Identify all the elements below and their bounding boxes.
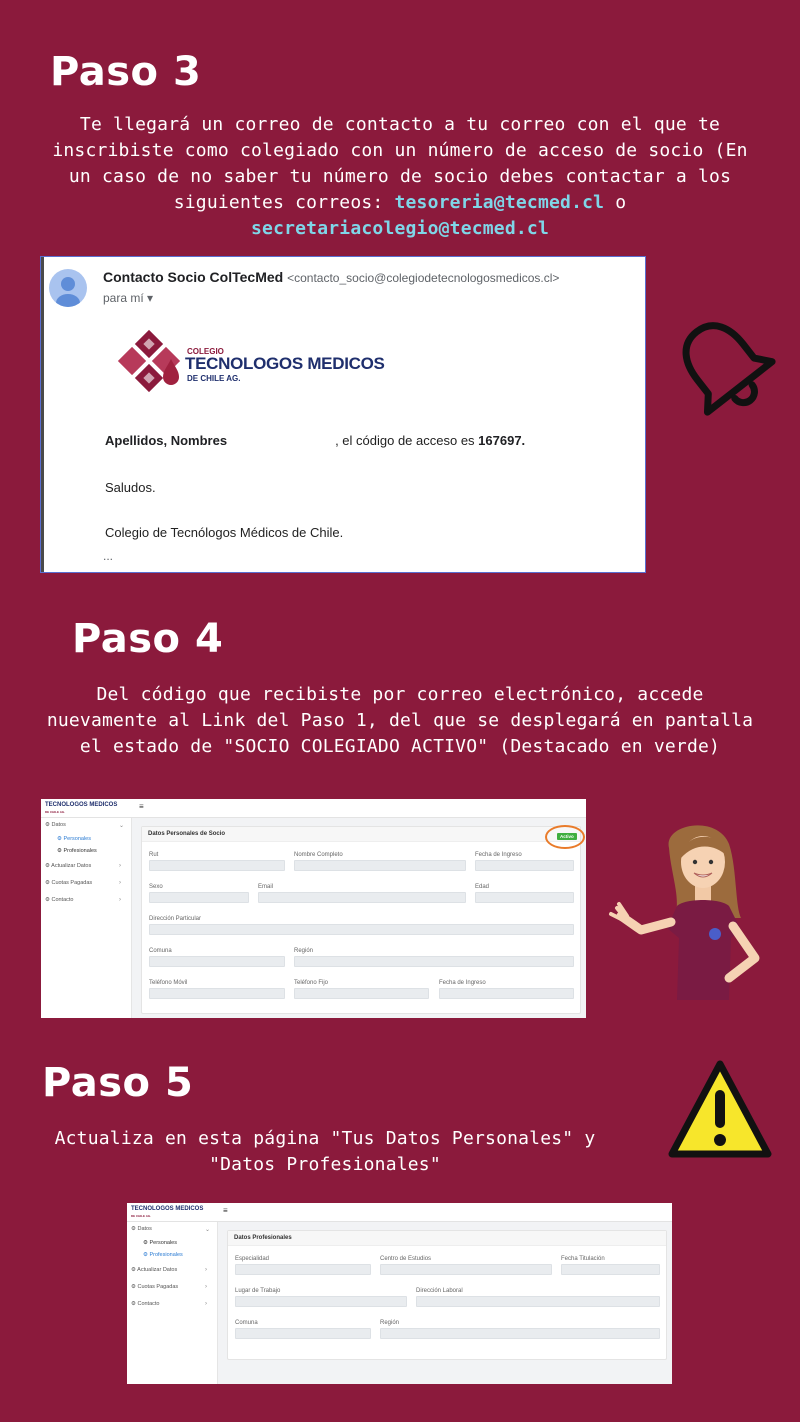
- label-direccion-laboral: Dirección Laboral: [416, 1288, 463, 1294]
- connector-text: o: [604, 192, 627, 213]
- region-field[interactable]: [294, 956, 574, 967]
- sidebar-item-personales[interactable]: ⚙ Personales: [143, 1240, 177, 1246]
- brand-logo: [131, 1206, 203, 1220]
- highlight-circle: [545, 825, 585, 849]
- sidebar-label: Personales: [149, 1240, 177, 1246]
- brand-name: TECNOLOGOS MEDICOS: [45, 802, 118, 808]
- step4-title: Paso 4: [72, 616, 224, 662]
- sender-name: Contacto Socio ColTecMed: [103, 269, 284, 285]
- divider: [41, 257, 44, 572]
- chevron-down-icon: ⌄: [205, 1227, 211, 1233]
- nombre-field[interactable]: [294, 860, 466, 871]
- woman-illustration-icon: [605, 818, 775, 1006]
- label-fecha-ingreso: Fecha de Ingreso: [475, 852, 522, 858]
- sidebar-label: Cuotas Pagadas: [51, 880, 93, 886]
- greeting-text: , el código de acceso es: [335, 433, 479, 448]
- sidebar-item-profesionales[interactable]: ⚙ Profesionales: [143, 1252, 183, 1258]
- email-closing: Saludos.: [105, 480, 156, 495]
- logo-text-bottom: DE CHILE AG.: [187, 374, 241, 383]
- panel-title: Datos Personales de Socio: [148, 831, 226, 837]
- chevron-down-icon: ⌄: [119, 823, 125, 829]
- label-comuna: Comuna: [149, 948, 172, 954]
- label-edad: Edad: [475, 884, 490, 890]
- sidebar-item-cuotas[interactable]: ⚙ Cuotas Pagadas: [45, 880, 93, 886]
- label-especialidad: Especialidad: [235, 1256, 270, 1262]
- label-region: Región: [380, 1320, 400, 1326]
- step3-description: [40, 112, 760, 242]
- email-recipient[interactable]: para mí ▾: [103, 291, 154, 305]
- centro-field[interactable]: [380, 1264, 552, 1275]
- label-fecha-ingreso-2: Fecha de Ingreso: [439, 980, 486, 986]
- logo-emblem-icon: [113, 325, 185, 397]
- access-code: 167697.: [478, 433, 526, 448]
- sidebar: [127, 1222, 218, 1384]
- email-signature: Colegio de Tecnólogos Médicos de Chile.: [105, 525, 344, 540]
- sidebar-label: Actualizar Datos: [137, 1267, 178, 1273]
- step4-description: Del código que recibiste por correo electrónico, accede nuevamente al Link del Paso 1, del que se desplegará en pantalla el estado de "SOCIO COLEGIADO ACTIVO" (Destacado en verde): [46, 684, 754, 757]
- label-email: Email: [258, 884, 274, 890]
- sexo-field[interactable]: [149, 892, 249, 903]
- label-centro: Centro de Estudios: [380, 1256, 432, 1262]
- menu-icon[interactable]: ≡: [139, 802, 144, 811]
- brand-sub: DE CHILE AG.: [45, 810, 66, 814]
- sidebar-item-contacto[interactable]: ⚙ Contacto: [45, 897, 74, 903]
- sidebar-item-cuotas[interactable]: ⚙ Cuotas Pagadas: [131, 1284, 179, 1290]
- status-badge: Activo: [557, 833, 577, 840]
- sidebar-label: Personales: [63, 836, 91, 842]
- sender-address: <contacto_socio@colegiodetecnologosmedicos.cl>: [287, 271, 560, 285]
- label-region: Región: [294, 948, 314, 954]
- lugar-field[interactable]: [235, 1296, 407, 1307]
- email-link-secretaria[interactable]: secretariacolegio@tecmed.cl: [251, 218, 549, 239]
- comuna-field[interactable]: [235, 1328, 371, 1339]
- sidebar-label: Cuotas Pagadas: [137, 1284, 179, 1290]
- avatar-icon: [49, 269, 87, 307]
- greeting-name: Apellidos, Nombres: [105, 433, 228, 448]
- warning-icon: [666, 1058, 774, 1162]
- email-link-tesoreria[interactable]: tesoreria@tecmed.cl: [394, 192, 605, 213]
- label-movil: Teléfono Móvil: [149, 980, 188, 986]
- label-fecha-titulacion: Fecha Titulación: [561, 1256, 605, 1262]
- sidebar: [41, 818, 132, 1018]
- sidebar-item-profesionales[interactable]: ⚙ Profesionales: [57, 848, 97, 854]
- dashboard-personal-screenshot: [41, 799, 586, 1018]
- chevron-right-icon: ›: [119, 880, 121, 886]
- label-fijo: Teléfono Fijo: [294, 980, 329, 986]
- email-body-line: [105, 433, 525, 448]
- sidebar-label: Contacto: [137, 1301, 160, 1307]
- edad-field[interactable]: [475, 892, 574, 903]
- sidebar-item-personales[interactable]: ⚙ Personales: [57, 836, 91, 842]
- sidebar-label: Datos: [51, 822, 66, 828]
- topbar: [41, 799, 586, 818]
- label-direccion: Dirección Particular: [149, 916, 202, 922]
- chevron-right-icon: ›: [205, 1301, 207, 1307]
- bell-icon: [660, 308, 790, 428]
- trimmed-content[interactable]: ...: [103, 549, 114, 563]
- sidebar-label: Actualizar Datos: [51, 863, 92, 869]
- chevron-right-icon: ›: [119, 863, 121, 869]
- logo-text-main: TECNOLOGOS MEDICOS: [185, 354, 385, 373]
- professional-data-panel: [227, 1230, 667, 1360]
- fecha-ingreso-field[interactable]: [475, 860, 574, 871]
- sidebar-item-datos[interactable]: ⚙ Datos: [45, 822, 66, 828]
- sidebar-label: Profesionales: [63, 848, 97, 854]
- dashboard-professional-screenshot: [127, 1203, 672, 1384]
- step5-title: Paso 5: [42, 1060, 194, 1106]
- personal-data-panel: [141, 826, 581, 1014]
- brand-name: TECNOLOGOS MEDICOS: [131, 1206, 204, 1212]
- coltecmed-logo: [113, 321, 385, 401]
- fijo-field[interactable]: [294, 988, 429, 999]
- label-nombre: Nombre Completo: [294, 852, 343, 858]
- step5-description: Actualiza en esta página "Tus Datos Personales" y "Datos Profesionales": [54, 1128, 596, 1175]
- panel-header: [228, 1231, 666, 1246]
- region-field[interactable]: [380, 1328, 660, 1339]
- fecha-ingreso-field-2[interactable]: [439, 988, 574, 999]
- label-comuna: Comuna: [235, 1320, 258, 1326]
- sidebar-label: Contacto: [51, 897, 74, 903]
- sidebar-label: Profesionales: [149, 1252, 183, 1258]
- direccion-laboral-field[interactable]: [416, 1296, 660, 1307]
- sidebar-item-contacto[interactable]: ⚙ Contacto: [131, 1301, 160, 1307]
- label-rut: Rut: [149, 852, 159, 858]
- sidebar-item-datos[interactable]: ⚙ Datos: [131, 1226, 152, 1232]
- logo-text-top: COLEGIO: [187, 347, 224, 356]
- sidebar-label: Datos: [137, 1226, 152, 1232]
- movil-field[interactable]: [149, 988, 285, 999]
- step3-title: Paso 3: [50, 49, 202, 95]
- email-field[interactable]: [258, 892, 466, 903]
- comuna-field[interactable]: [149, 956, 285, 967]
- sidebar-item-actualizar[interactable]: ⚙ Actualizar Datos: [45, 863, 92, 869]
- rut-field[interactable]: [149, 860, 285, 871]
- email-screenshot: [40, 256, 646, 573]
- sidebar-item-actualizar[interactable]: ⚙ Actualizar Datos: [131, 1267, 178, 1273]
- menu-icon[interactable]: ≡: [223, 1206, 228, 1215]
- brand-logo: [45, 802, 117, 816]
- chevron-right-icon: ›: [205, 1284, 207, 1290]
- chevron-right-icon: ›: [205, 1267, 207, 1273]
- brand-sub: DE CHILE AG.: [131, 1214, 152, 1218]
- especialidad-field[interactable]: [235, 1264, 371, 1275]
- panel-title: Datos Profesionales: [234, 1235, 292, 1241]
- step3-text: Te llegará un correo de contacto a tu correo con el que te inscribiste como colegiado con un número de acceso de socio (En un caso de no saber tu número de socio debes contactar a los siguientes correos:: [52, 114, 748, 213]
- fecha-titulacion-field[interactable]: [561, 1264, 660, 1275]
- topbar: [127, 1203, 672, 1222]
- chevron-right-icon: ›: [119, 897, 121, 903]
- label-lugar: Lugar de Trabajo: [235, 1288, 281, 1294]
- email-sender: [103, 269, 559, 285]
- label-sexo: Sexo: [149, 884, 163, 890]
- direccion-field[interactable]: [149, 924, 574, 935]
